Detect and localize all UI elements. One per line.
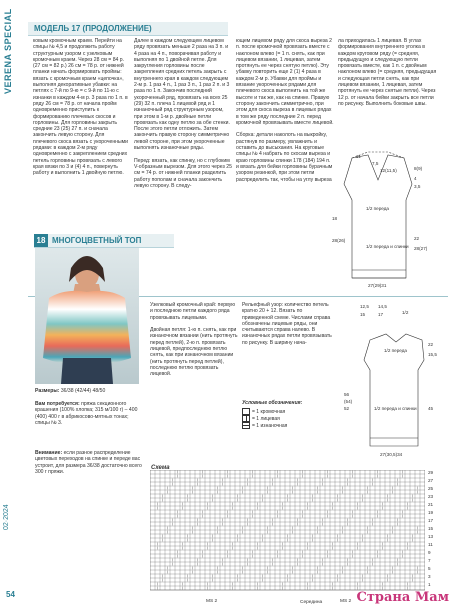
p2-m13: 27(30,5)34 <box>380 452 403 457</box>
front-outline <box>344 155 412 278</box>
p2-m4: 1/2 <box>402 310 409 315</box>
sizes-label: Размеры: <box>35 388 60 394</box>
p2-m11: 45 <box>428 406 434 411</box>
chart-row-number: 25 <box>428 486 434 491</box>
chart-row-number: 5 <box>428 566 431 571</box>
chart-label-ms-right: MS 2 <box>340 599 352 604</box>
chart-row-number: 29 <box>428 470 434 475</box>
issue-number: 02·2024 <box>3 504 10 530</box>
p1-m10: 22 <box>414 236 420 241</box>
chart-row-number: 23 <box>428 494 434 499</box>
p1-m12: 27(29)31 <box>368 283 387 288</box>
model-photo-image <box>35 248 139 384</box>
sidebar <box>0 0 22 610</box>
chart-row-number: 27 <box>428 478 434 483</box>
section1-heading: МОДЕЛЬ 17 (ПРОДОЛЖЕНИЕ) <box>34 24 152 33</box>
chart-row-number: 19 <box>428 510 434 515</box>
p2-m10: 52 <box>344 406 350 411</box>
legend-title: Условные обозначения: <box>242 400 303 406</box>
materials-block <box>35 401 143 451</box>
section1-col1: ковым кромочным краем. Перейти на спицы № 4,5 и продолжить работу структурным узором с узелковым кромочным краем. Через 28 см = 84 р. (27 см = 82 р.) 26 см = 78 р. от нижней планки начать формировать проймы: вязать с кромочным краем «цепочка», выполняя декоративные убавки: на петлях с 7-й по 9-ю = с 9-й по 11-ю с изнанки в каждом 4-м р. 3 раза по 1 п. в ряду 26 см = 78 р. от начала пройм одновременно приступить к формированию плечевых скосов и горловины. Для горловины закрыть средние 23 (25) 27 п. и сначала закончить левую сторону. Для плечевого скоса вязать с укороченными рядами: в каждом 2-м ряду одновременно с закреплением средних петель горловины провязать с левого края вязки по 3 и (4) 4 п., повернуть работу и выполнить 1 двойную петлю. <box>33 38 128 177</box>
p1-m5: 3,5 <box>414 184 421 189</box>
materials-label: Вам потребуется: <box>35 401 80 407</box>
knit-stitch-icon <box>242 415 250 422</box>
chart-row-number: 3 <box>428 574 431 579</box>
p1-m2: 12(11,5) <box>380 168 397 173</box>
p2-m8: 56 <box>344 392 350 397</box>
chart-row-number: 11 <box>428 542 433 547</box>
chart-row-number: 15 <box>428 526 434 531</box>
chart-row-number: 17 <box>428 518 434 523</box>
sizes-line <box>35 388 143 398</box>
chart-row-number: 13 <box>428 534 434 539</box>
p2-m5: 1/2 переда <box>384 348 407 353</box>
section1-col4: ла приходилась 1 лицевая. В углах формирования внутреннего уголка в каждом круговом ряду (= средняя, предыдущую и следующую петли провязать вместе, как 1 п. с двойным наклоном влево (= средняя, предыдущая и следующая петли снять, как при лицевом вязании, 1 лицевая, затем протянуть ее через снятые петли). Через 12 р. от начала бейки закрыть все петли по рисунку. Выполнить боковые швы. <box>338 38 437 107</box>
section1-heading-band <box>28 22 228 36</box>
sizes-value: 36/38 (42/44) 48/50 <box>60 388 106 394</box>
edge-stitch-icon <box>242 408 250 415</box>
legend-edge: = 1 кромочная <box>242 408 334 415</box>
legend-knit: = 1 лицевая <box>242 415 334 422</box>
brand-title: VERENA SPECIAL <box>3 8 13 94</box>
chart-row-number: 1 <box>428 582 431 587</box>
p2-m6: 22 <box>428 342 434 347</box>
p1-m3: 8(9) <box>414 166 423 171</box>
p1-m1: 7,5 <box>372 161 379 166</box>
knitting-chart <box>150 470 425 598</box>
chart-row-number: 21 <box>428 502 434 507</box>
pattern2-schematic <box>340 300 450 460</box>
p2-m9: (54) <box>344 399 353 404</box>
p1-m9: 18 <box>332 216 338 221</box>
section2-number: 18 <box>34 234 48 247</box>
section2-heading-band <box>34 234 174 248</box>
p2-m3: 17 <box>378 312 384 317</box>
p2-m1: 14,5 <box>378 304 387 309</box>
model-photo <box>35 248 139 384</box>
p1-m4: 4 <box>414 176 417 181</box>
section1-col2: Далее в каждом следующем лицевом ряду провязать меньше 2 раза на 3 п. и 4 раза на 4 п., поворачивая работу и выполняя по 1 двойной петле. Для закругления горловины после закрепления средних петель закрыть с внутреннего края в каждом следующем 2-м р. 1 раз 4 п., 1 раз 3 п., 1 раз 2 п. и 3 раза по 1 п. Закончив последний укороченный ряд, провязать на всех 25 (29) 32 п. плеча 1 лицевой ряд и 1 изнаночный ряд структурным узором, при этом в 1-м р. двойные петли провязать как одну петлю за обе стенки. После этого петли отложить. Затем закончить правую сторону симметрично левой стороне, при этом укороченные выполнять изнаночные ряды. Перед: вязать, как спинку, но с глубоким V-образным вырезом. Для этого через 25 см = 74 р. от нижней планки разделить работу пополам и сначала закончить левую сторону. В следу- <box>134 38 232 189</box>
attention-label: Внимание: <box>35 450 63 456</box>
legend <box>242 400 334 429</box>
attention-value: если разное распределение цветовых переходов на спинке и переде вас устроит, для размера 36/38 достаточно всего 300 г пряжи. <box>35 450 142 475</box>
section2-heading: МНОГОЦВЕТНЫЙ ТОП <box>52 236 142 245</box>
chart-label-ms-left: MS 2 <box>206 599 218 604</box>
p2-m7: 15,5 <box>428 352 437 357</box>
chart-grid <box>150 470 425 590</box>
page-number: 54 <box>6 590 15 599</box>
p1-m6: 1/2 переда и спинки <box>366 244 409 249</box>
p1-m7: 1/2 переда <box>366 206 389 211</box>
purl-stitch-icon <box>242 422 250 429</box>
chart-row-number: 9 <box>428 550 431 555</box>
attention-block <box>35 450 143 502</box>
watermark-logo: Страна Мам <box>356 590 449 605</box>
p1-m11: 28(27) <box>414 246 428 251</box>
p2-m2: 15 <box>360 312 366 317</box>
p2-m0: 12,5 <box>360 304 369 309</box>
pattern1-schematic <box>330 150 448 292</box>
legend-purl: = 1 изнаночная <box>242 422 334 429</box>
chart-title: Схема <box>151 465 170 471</box>
section1-col3: ющем лицевом ряду для скоса выреза 2 п. после кромочной провязать вместе с наклоном влево (= 1 п. снять, как при лицевом вязании, 1 лицевая, затем протянуть ее через снятую петлю). Эту убавку повторить еще 2 (1) 4 раза в каждом 2-м р. Убавки для проймы и вязание укороченных рядами для плечевого скоса выполнить на той же высоте и так же, как на спинке. Правую сторону закончить симметрично, при этом для скоса выреза в лицевых рядах в том же ряду последние 2 п. перед кромочной провязывать вместе лицевой. Сборка: детали наколоть на выкройку, растянув по размеру, увлажнить и оставить до высыхания. На круговые спицы № 4 набрать по скосам выреза и краю горловины спинки 178 (184) 194 п. и вязать для бейки горловины бурачным узором резинкой, при этом петли распределить так, чтобы на углу выреза <box>236 38 334 183</box>
materials-value: пряжа секционного крашения (100% хлопка; 315 м/100 г) – 400 (400) 400 г в абрикосово-мятных тонах; спицы № 3. <box>35 401 138 426</box>
row-numbers <box>428 470 448 590</box>
p1-m0: 11 <box>356 154 361 159</box>
section2-col2: Узелковый кромочный край: первую и последнюю петли каждого ряда провязывать лицевыми. Двойная петля: 1-ю п. снять, как при изнаночном вязании (нить протянуть перед петлей), 2-ю п. провязать лицевой, предпоследнюю петлю снять, как при изнаночном вязании (нить протянуть перед петлей), последнюю петлю провязать лицевой. <box>150 302 238 378</box>
chart-label-middle: Середина <box>300 600 323 605</box>
section2-col3: Рельефный узор: количество петель кратно 20 + 12. Вязать по приведенной схеме. Числами справа обозначены лицевые ряды, они считываются справа налево. В изнаночных рядах петли провязывать по рисунку. В ширину нача- <box>242 302 332 346</box>
p1-m8: 28(26) <box>332 238 346 243</box>
chart-row-number: 7 <box>428 558 431 563</box>
p2-m12: 1/2 переда и спинки <box>374 406 417 411</box>
